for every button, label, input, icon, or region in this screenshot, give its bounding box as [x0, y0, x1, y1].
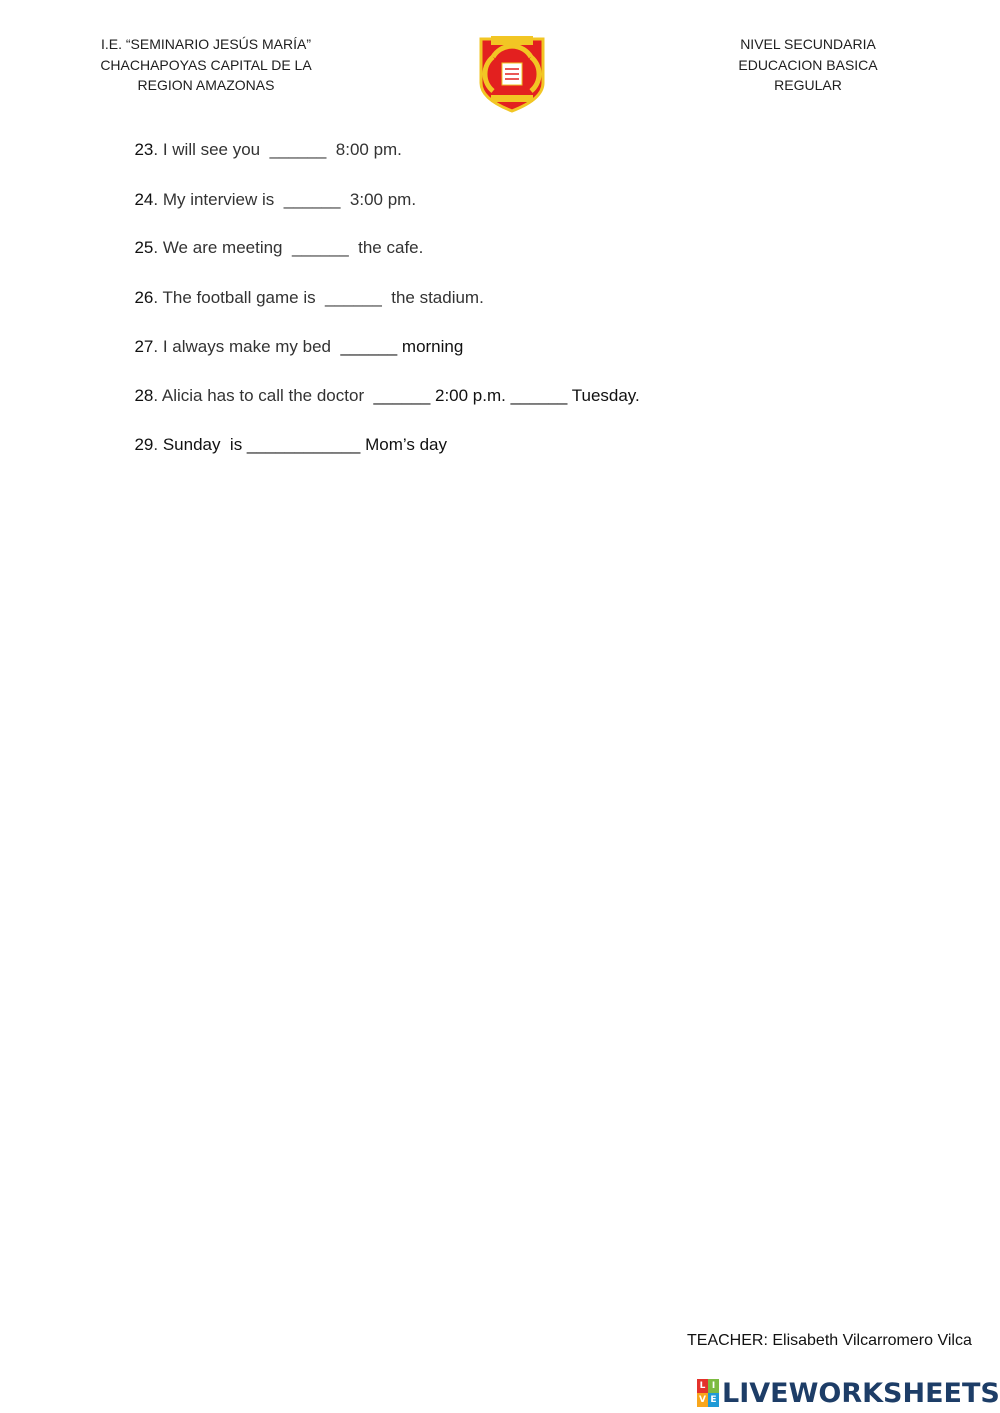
- school-level-line-3: REGULAR: [774, 77, 842, 93]
- badge-letter: E: [708, 1393, 719, 1407]
- question-number: 23: [134, 140, 154, 159]
- question-number: 26: [134, 288, 154, 307]
- question-number: 24: [134, 190, 154, 209]
- question-number: 27: [134, 337, 154, 356]
- question-28: [125, 366, 640, 406]
- question-text: . Alicia has to call the doctor: [153, 386, 374, 405]
- liveworksheets-logo[interactable]: [697, 1376, 1000, 1410]
- question-26: [125, 268, 484, 308]
- school-level-line-1: NIVEL SECUNDARIA: [740, 36, 876, 52]
- question-24: [125, 170, 416, 210]
- badge-letter: V: [697, 1393, 708, 1407]
- badge-letter: I: [708, 1379, 719, 1393]
- live-badge-icon: [697, 1379, 719, 1407]
- question-27: [125, 317, 463, 357]
- school-name-line-3: REGION AMAZONAS: [137, 77, 275, 93]
- question-29: [125, 415, 447, 455]
- question-number: 28: [134, 386, 154, 405]
- question-text: . My interview is ______ 3:00 pm.: [153, 190, 417, 209]
- school-crest-icon: [477, 33, 547, 113]
- brand-wordmark: LIVEWORKSHEETS: [722, 1377, 1000, 1409]
- badge-letter: L: [697, 1379, 708, 1393]
- question-text: . I always make my bed: [153, 337, 341, 356]
- school-name-line-1: I.E. “SEMINARIO JESÚS MARÍA”: [100, 36, 312, 52]
- question-text: . I will see you ______ 8:00 pm.: [153, 140, 402, 159]
- school-level-block: [708, 34, 908, 96]
- question-text: .: [153, 435, 163, 454]
- question-text-continued: Sunday is ____________ Mom’s day: [162, 435, 447, 454]
- question-number: 29: [134, 435, 154, 454]
- question-text: . The football game is ______ the stadium.: [153, 288, 484, 307]
- question-number: 25: [134, 238, 154, 257]
- question-text: . We are meeting ______ the cafe.: [153, 238, 424, 257]
- school-name-line-2: CHACHAPOYAS CAPITAL DE LA: [100, 56, 312, 73]
- question-25: [125, 218, 423, 258]
- question-text-continued: ______ 2:00 p.m. ______ Tuesday.: [373, 386, 640, 405]
- teacher-name: TEACHER: Elisabeth Vilcarromero Vilca: [687, 1332, 972, 1349]
- school-name-block: [92, 34, 320, 96]
- question-text-continued: ______ morning: [340, 337, 464, 356]
- question-23: [125, 120, 402, 160]
- school-level-line-2: EDUCACION BASICA: [738, 56, 878, 73]
